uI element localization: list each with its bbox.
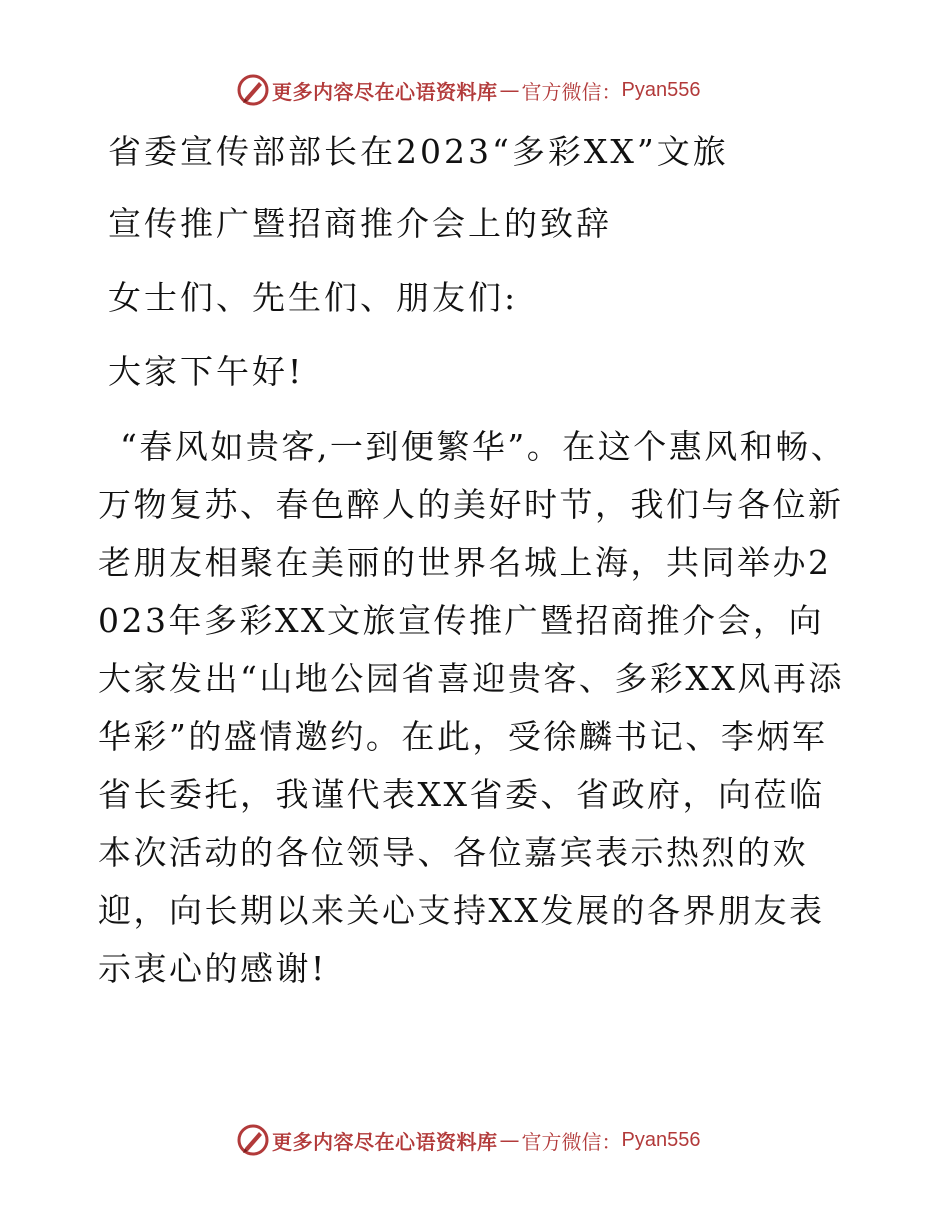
watermark-handle: Pyan556 xyxy=(621,1128,701,1151)
header-watermark xyxy=(236,72,700,108)
watermark-separator: — xyxy=(499,1128,520,1152)
watermark-handle: Pyan556 xyxy=(621,78,701,101)
pen-logo-icon xyxy=(236,73,270,107)
pen-logo-icon xyxy=(236,1123,270,1157)
greeting: 大家下午好! xyxy=(108,352,305,391)
watermark-text: 更多内容尽在心语资料库 xyxy=(272,79,498,104)
watermark-label: 官方微信： xyxy=(521,1129,622,1154)
watermark-separator: — xyxy=(499,78,520,102)
document-title-line-1: 省委宣传部部长在2023“多彩XX”文旅 xyxy=(108,132,729,171)
salutation: 女士们、先生们、朋友们: xyxy=(108,278,519,317)
document-title-line-2: 宣传推广暨招商推介会上的致辞 xyxy=(108,204,612,243)
watermark-text: 更多内容尽在心语资料库 xyxy=(272,1129,498,1154)
footer-watermark xyxy=(236,1122,700,1158)
body-paragraph: “春风如贵客,一到便繁华”。在这个惠风和畅、万物复苏、春色醉人的美好时节，我们与各位新老朋友相聚在美丽的世界名城上海，共同举办2023年多彩XX文旅宣传推广暨招商推介会，向大家发出“山地公园省喜迎贵客、多彩XX风再添华彩”的盛情邀约。在此，受徐麟书记、李炳军省长委托，我谨代表XX省委、省政府，向莅临本次活动的各位领导、各位嘉宾表示热烈的欢迎，向长期以来关心支持XX发展的各界朋友表示衷心的感谢! xyxy=(98,427,847,988)
watermark-label: 官方微信： xyxy=(521,79,622,104)
